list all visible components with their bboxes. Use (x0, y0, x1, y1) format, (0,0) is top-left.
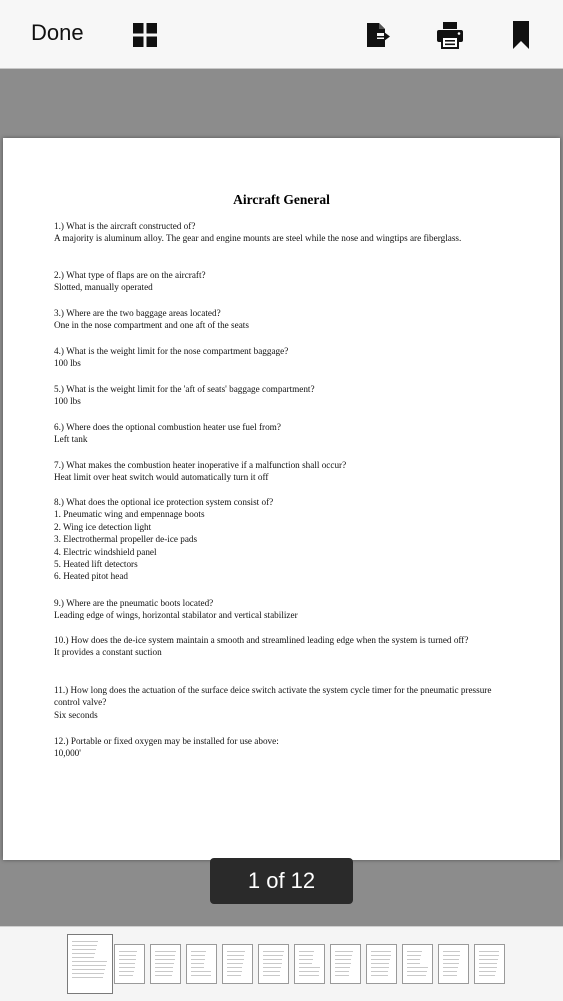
qa-item-2 (54, 269, 504, 294)
answer: 100 lbs (54, 396, 81, 407)
answer: Slotted, manually operated (54, 282, 153, 293)
thumbnail-text-lines (227, 951, 248, 979)
question: 8.) What does the optional ice protection system consist of? (54, 497, 274, 507)
qa-item-1 (54, 220, 504, 245)
answer: 1. Pneumatic wing and empennage boots (54, 509, 205, 520)
answer: Left tank (54, 434, 88, 445)
thumbnail-text-lines (479, 951, 500, 979)
page-thumbnail-2[interactable] (114, 944, 145, 984)
answer: 6. Heated pitot head (54, 571, 128, 582)
page-thumbnail-6[interactable] (258, 944, 289, 984)
qa-item-11 (54, 684, 504, 721)
thumbnail-text-lines (371, 951, 392, 979)
question: 10.) How does the de-ice system maintain a smooth and streamlined leading edge when the system is turned off? (54, 635, 469, 645)
page-thumbnail-11[interactable] (438, 944, 469, 984)
answer: 2. Wing ice detection light (54, 521, 152, 532)
top-toolbar (0, 0, 563, 69)
answer: 5. Heated lift detectors (54, 559, 138, 570)
answer: One in the nose compartment and one aft of the seats (54, 320, 249, 331)
thumbnail-text-lines (119, 951, 140, 979)
page-thumbnail-9[interactable] (366, 944, 397, 984)
qa-item-6 (54, 421, 504, 446)
answer: It provides a constant suction (54, 647, 162, 658)
thumbnail-text-lines (443, 951, 464, 979)
thumbnail-text-lines (407, 951, 428, 979)
page-thumbnail-8[interactable] (330, 944, 361, 984)
qa-item-5 (54, 383, 504, 408)
question: 2.) What type of flaps are on the aircraft? (54, 270, 206, 280)
answer: 4. Electric windshield panel (54, 546, 157, 557)
qa-item-12 (54, 735, 504, 760)
page-thumbnail-10[interactable] (402, 944, 433, 984)
done-button[interactable]: Done (31, 20, 84, 45)
share-export-icon[interactable] (365, 21, 391, 49)
answer: Leading edge of wings, horizontal stabilator and vertical stabilizer (54, 610, 298, 621)
answer: 10,000' (54, 748, 81, 759)
print-icon[interactable] (436, 21, 464, 49)
page-thumbnail-5[interactable] (222, 944, 253, 984)
question: 4.) What is the weight limit for the nose compartment baggage? (54, 346, 289, 356)
qa-item-3 (54, 307, 504, 332)
page-thumbnail-3[interactable] (150, 944, 181, 984)
page-thumbnail-12[interactable] (474, 944, 505, 984)
thumbnail-text-lines (155, 951, 176, 979)
answer: Six seconds (54, 709, 98, 720)
question: 11.) How long does the actuation of the surface deice switch activate the system cycle timer for the pneumatic pressure control valve? (54, 685, 492, 708)
thumbnail-text-lines (335, 951, 356, 979)
question: 6.) Where does the optional combustion heater use fuel from? (54, 422, 281, 432)
document-title: Aircraft General (233, 192, 330, 207)
question: 12.) Portable or fixed oxygen may be installed for use above: (54, 736, 279, 746)
grid-icon[interactable] (132, 22, 158, 48)
answer: 100 lbs (54, 358, 81, 369)
thumbnail-text-lines (263, 951, 284, 979)
page-indicator: 1 of 12 (210, 858, 353, 904)
answer: A majority is aluminum alloy. The gear and engine mounts are steel while the nose and wingtips are fiberglass. (54, 233, 462, 244)
answer: 3. Electrothermal propeller de-ice pads (54, 534, 198, 545)
question: 7.) What makes the combustion heater inoperative if a malfunction shall occur? (54, 460, 347, 470)
qa-item-10 (54, 634, 504, 659)
question: 9.) Where are the pneumatic boots located? (54, 598, 214, 608)
question: 3.) Where are the two baggage areas located? (54, 308, 221, 318)
qa-item-7 (54, 459, 504, 484)
qa-item-4 (54, 345, 504, 370)
qa-item-9 (54, 597, 504, 622)
page-thumbnail-4[interactable] (186, 944, 217, 984)
thumbnail-text-lines (299, 951, 320, 979)
question: 5.) What is the weight limit for the 'aft of seats' baggage compartment? (54, 384, 315, 394)
bookmark-icon[interactable] (511, 20, 531, 50)
thumbnail-text-lines (72, 941, 108, 981)
page-thumbnail-1[interactable] (67, 934, 113, 994)
document-page[interactable] (3, 138, 560, 860)
page-thumbnail-7[interactable] (294, 944, 325, 984)
thumbnail-strip[interactable] (0, 926, 563, 1001)
thumbnail-text-lines (191, 951, 212, 979)
qa-item-8 (54, 496, 504, 583)
question: 1.) What is the aircraft constructed of? (54, 221, 196, 231)
answer: Heat limit over heat switch would automatically turn it off (54, 472, 269, 483)
